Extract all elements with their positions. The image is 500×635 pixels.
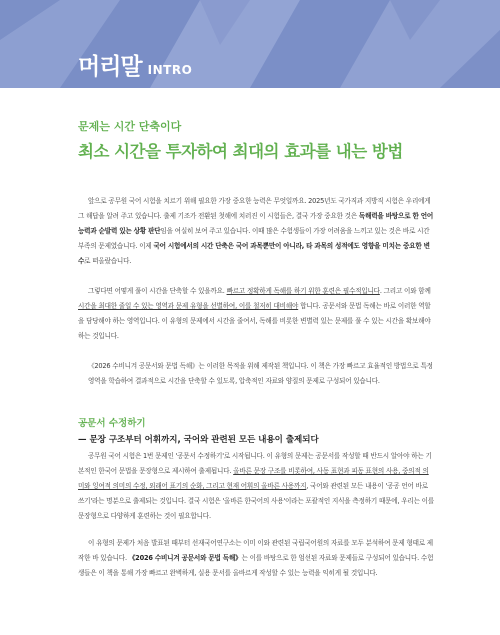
intro-paragraph-3: 《2026 수비니겨 공문서와 문법 독해》는 이러한 목적을 위해 제작된 책입니다. 이 책은 가장 빠르고 효율적인 방법으로 특정 영역을 학습하여 결과적으로 시간을 단축할 수 있도록, 압축적인 자료와 양질의 문제로 구성되어 있습니다. [88,362,433,385]
intro-p1-bold-1: 독해력을 바탕으로 한 언어 능력과 순발력 있는 상황 판단 [78,212,434,235]
section-p1-text-a: 공무원 국어 시험은 1번 문제인 '공문서 수정하기'로 시작됩니다. 이 유형의 문제는 공문서를 작성할 때 반드시 알아야 하는 기본적인 한국어 문법을 문장형으로 제시하여 출제됩니다. [78,452,432,475]
intro-p2-text-c: 합니다. 공문서와 문법 독해는 바로 이러한 역할을 담당해야 하는 영역입니다. 이 유형의 문제에서 시간을 줄여서, 독해를 비롯한 변별력 있는 문제를 풀 수 있는 시간을 확보해야 하는 것입니다. [78,302,431,340]
document-content [78,118,434,581]
section-title: 공문서 수정하기 [78,418,146,429]
intro-p1-text-a: 앞으로 공무원 국어 시험을 치르기 위해 필요한 가장 중요한 능력은 무엇일까요. 2025년도 국가직과 지방직 시험은 우리에게 그 해답을 알려 주고 있습니다. 출제 기조가 전환된 첫해에 치러진 이 시험들은, 결국 가장 중요한 것은 [78,197,431,220]
section-p1-underline: 올바른 문장 구조를 비롯하여, 사동 표현과 피동 표현의 사용, 중의적 의미와 잉여적 의미의 수정, 외래어 표기의 순화, 그리고 현재 어휘의 올바른 사용까지 [78,467,429,490]
intro-p1-text-c: 임을 여실히 보여 주고 있습니다. 이때 많은 수험생들이 가장 어려움을 느끼고 있는 것은 바로 시간 부족의 문제였습니다. 이제 [78,227,430,250]
section-p2-book-title: 《2026 수비니겨 공문서와 문법 독해》 [128,554,242,562]
banner-pattern-graphic [0,0,500,88]
section-paragraph-1 [78,449,434,524]
intro-p1-text-d: 로 떠올랐습니다. [84,257,132,265]
section-paragraph-2 [78,536,434,581]
intro-paragraph-1 [78,194,434,269]
intro-paragraph-2 [78,284,434,344]
banner-title-korean: 머리말 [78,54,142,80]
section-p2-text-a: 이 유형의 문제가 처음 발표된 때부터 선재국어연구소는 이미 이와 관련된 국립국어원의 자료를 모두 분석하여 문제 형태로 제작한 바 있습니다. [78,539,433,562]
intro-title: 최소 시간을 투자하여 최대의 효과를 내는 방법 [78,142,403,161]
header-banner [0,0,500,88]
intro-p2-text-b: . 그리고 이와 함께 [379,287,431,295]
intro-subtitle: 문제는 시간 단축이다 [78,120,182,133]
banner-title-english: INTRO [147,63,193,77]
banner-title [78,48,192,81]
intro-p2-underline-2: 시간을 최대한 줄일 수 있는 영역과 문제 유형을 선별하여, 이를 철저히 대비해야 [78,302,299,310]
intro-p2-text-a: 그렇다면 어떻게 풀이 시간을 단축할 수 있을까요. [88,287,227,295]
section-subtitle: — 문장 구조부터 어휘까지, 국어와 관련된 모든 내용이 출제되다 [78,435,319,445]
section-p1-text-b: , 국어와 관련된 모든 내용이 '공공 언어 바로 쓰기'라는 명분으로 출제되는 것입니다. 결국 시험은 '올바른 한국어의 사용'이라는 포괄적인 지식을 측정하기 때문에, 우리는 이를 문장형으로 다양하게 훈련하는 것이 필요합니다. [78,482,434,520]
section-p2-text-c: 는 이를 바탕으로 한 엄선된 자료와 문제들로 구성되어 있습니다. 수험생들은 이 책을 통해 가장 빠르고 완벽하게, 실용 문서를 올바르게 작성할 수 있는 능력을 익히게 될 것입니다. [78,554,434,577]
intro-p2-underline-1: 빠르고 정확하게 독해를 하기 위한 훈련은 필수적입니다 [226,287,380,295]
intro-p1-bold-2: 국어 시험에서의 시간 단축은 국어 과목뿐만이 아니라, 타 과목의 성적에도 영향을 미치는 중요한 변수 [78,242,430,265]
